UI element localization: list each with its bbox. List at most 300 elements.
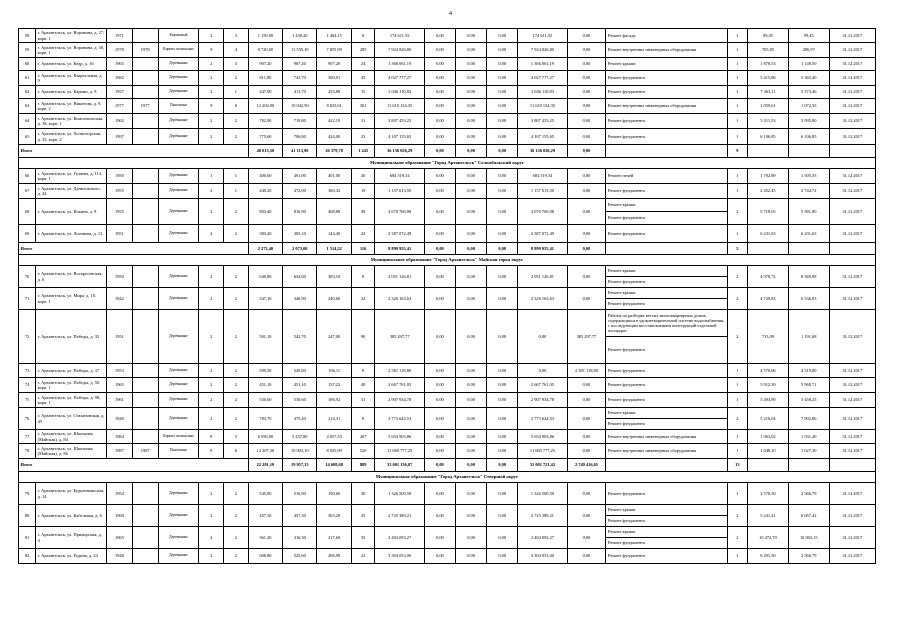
max-unit-cost: 5 968,71 [788, 378, 829, 393]
build-year: 1978 [107, 43, 133, 58]
fund-regional: 0,00 [455, 549, 486, 564]
commission-year [132, 129, 158, 145]
repair-work-item: Работы по разборке ветхих многоквартирных домов, содержащихся в удовлетворительной системе водоснабжения, с последующим восстановлением конструкций отдельной площадки [607, 312, 725, 334]
subtotal-c2: 0,00 [424, 459, 455, 472]
fund-owners: 4 670 760,08 [518, 199, 567, 225]
repair-cost: 2 725 389,21 [375, 505, 424, 527]
fund-municipal: 0,00 [487, 364, 518, 378]
fund-owners: 11 610 134,35 [518, 99, 567, 114]
fund-other: 0,00 [567, 169, 606, 184]
wall-material: Деревянные [158, 288, 199, 310]
fund-owners: 2 725 389,21 [518, 505, 567, 527]
total-area: 400,60 [248, 169, 282, 184]
completion-date: 31.12.2017 [829, 225, 875, 243]
fund-regional: 0,00 [455, 114, 486, 129]
wall-material: Деревянные [158, 129, 199, 145]
max-unit-cost: 99,45 [788, 29, 829, 43]
work-count: 1 [727, 58, 747, 71]
entrances: 2 [224, 114, 249, 129]
repair-works [606, 225, 727, 243]
subtotal-empty [829, 459, 875, 472]
fund-other: 0,00 [567, 86, 606, 99]
max-unit-cost: 4 519,80 [788, 364, 829, 378]
floors: 9 [199, 43, 224, 58]
fund-federal: 0,00 [424, 444, 455, 459]
entrances: 2 [224, 199, 249, 225]
wall-material: Деревянные [158, 310, 199, 364]
house-address: г. Архангельск, ул. Воскресенская, д. 6 [36, 266, 107, 288]
total-area: 782,90 [248, 114, 282, 129]
max-unit-cost: 1 191,68 [788, 310, 829, 364]
floors: 2 [199, 184, 224, 199]
house-row [19, 86, 876, 99]
fund-other: 2 581 118,80 [567, 364, 606, 378]
subtotal-empty [788, 145, 829, 158]
residents-count: 24 [351, 58, 375, 71]
total-area: 383,20 [248, 225, 282, 243]
entrances: 1 [224, 86, 249, 99]
repair-cost: 3 046 110,83 [375, 86, 424, 99]
house-address: г. Архангельск, ул. Квартальная, д. 9 [36, 71, 107, 86]
completion-date: 31.12.2017 [829, 114, 875, 129]
floors: 2 [199, 199, 224, 225]
residential-area: 247,00 [317, 310, 351, 364]
work-count: 2 [727, 527, 747, 549]
subtotal-empty [748, 145, 789, 158]
fund-regional: 0,00 [455, 310, 486, 364]
residents-count: 301 [351, 99, 375, 114]
fund-municipal: 0,00 [487, 408, 518, 430]
district-section-row [19, 255, 876, 266]
total-area: 599,50 [248, 364, 282, 378]
fund-other: 0,00 [567, 408, 606, 430]
floors: 2 [199, 29, 224, 43]
house-row [19, 114, 876, 129]
row-number: 62 [19, 86, 36, 99]
completion-date: 31.12.2017 [829, 99, 875, 114]
build-year: 1950 [107, 169, 133, 184]
row-number: 59 [19, 43, 36, 58]
subtotal-c5: 36 136 026,29 [518, 145, 567, 158]
entrances: 2 [224, 225, 249, 243]
subtotal-empty [748, 459, 789, 472]
unit-cost: 5 241,41 [748, 505, 789, 527]
max-unit-cost: 5 581,80 [788, 199, 829, 225]
fund-regional: 0,00 [455, 29, 486, 43]
fund-owners: 3 807 453,25 [518, 114, 567, 129]
residential-area: 907,20 [317, 58, 351, 71]
floors: 2 [199, 86, 224, 99]
entrances: 2 [224, 408, 249, 430]
repair-work-item: Ремонт фундамента [606, 211, 726, 224]
unit-cost: 5 311,53 [748, 114, 789, 129]
floors: 2 [199, 129, 224, 145]
max-unit-cost: 1 505,35 [788, 169, 829, 184]
residents-count: 0 [351, 408, 375, 430]
repair-work-item: Ремонт фундамента [606, 418, 726, 429]
completion-date: 31.12.2017 [829, 408, 875, 430]
fund-owners: 4 107 155,65 [518, 129, 567, 145]
repair-work-item: Ремонт крыши [607, 410, 636, 416]
fund-municipal: 0,00 [487, 505, 518, 527]
total-area: 12 204,90 [248, 99, 282, 114]
fund-regional: 0,00 [455, 430, 486, 444]
repair-cost: 3 807 453,25 [375, 114, 424, 129]
repair-work-item: Ремонт фундамента [607, 89, 645, 95]
residents-count: 40 [351, 378, 375, 393]
total-area: 361,20 [248, 527, 282, 549]
fund-municipal: 0,00 [487, 169, 518, 184]
fund-municipal: 0,00 [487, 266, 518, 288]
fund-other: 0,00 [567, 430, 606, 444]
build-year: 1961 [107, 393, 133, 408]
house-address: г. Архангельск, ул. Карпин, д. 8 [36, 86, 107, 99]
fund-other: 0,00 [567, 43, 606, 58]
build-year: 1951 [107, 225, 133, 243]
fund-federal: 0,00 [424, 99, 455, 114]
max-unit-cost: 1 031,40 [788, 430, 829, 444]
fund-owners: 3 773 644,53 [518, 408, 567, 430]
subtotal-c4: 0,00 [487, 243, 518, 255]
max-unit-cost: 6 231,63 [788, 225, 829, 243]
entrances: 2 [224, 549, 249, 564]
total-area: 640,80 [248, 266, 282, 288]
subtotal-empty [788, 459, 829, 472]
subtotal-empty [788, 243, 829, 255]
wall-material: Деревянные [158, 364, 199, 378]
premises-area: 719,80 [283, 114, 317, 129]
house-row [19, 393, 876, 408]
unit-cost: 10 472,70 [748, 527, 789, 549]
premises-area: 530,60 [283, 393, 317, 408]
premises-area: 457,30 [283, 505, 317, 527]
max-unit-cost: 2 566,79 [788, 549, 829, 564]
repair-works [606, 549, 727, 564]
residential-area: 401,00 [317, 169, 351, 184]
fund-municipal: 0,00 [487, 199, 518, 225]
subtotal-c4: 0,00 [487, 145, 518, 158]
residents-count: 26 [351, 169, 375, 184]
residents-count: 25 [351, 505, 375, 527]
page-number: 4 [449, 11, 452, 17]
max-unit-cost: 5 995,80 [788, 114, 829, 129]
max-unit-cost: 5 365,40 [788, 71, 829, 86]
fund-owners: 11 669 777,25 [518, 444, 567, 459]
subtotal-cost: 8 899 955,41 [375, 243, 424, 255]
total-area: 12 307,30 [248, 444, 282, 459]
floors: 2 [199, 310, 224, 364]
fund-federal: 0,00 [424, 505, 455, 527]
fund-municipal: 0,00 [487, 430, 518, 444]
fund-municipal: 0,00 [487, 378, 518, 393]
fund-federal: 0,00 [424, 378, 455, 393]
floors: 2 [199, 393, 224, 408]
row-number: 72 [19, 310, 36, 364]
fund-owners: 174 611,55 [518, 29, 567, 43]
residents-count: 22 [351, 288, 375, 310]
unit-cost: 6 231,63 [748, 225, 789, 243]
fund-regional: 0,00 [455, 129, 486, 145]
work-count: 1 [727, 169, 747, 184]
subtotal-a3: 14 608,68 [317, 459, 351, 472]
house-row [19, 378, 876, 393]
house-address: г. Архангельск, ул. Логинова, д. 13 [36, 225, 107, 243]
repair-work-item: Ремонт печей [607, 173, 634, 179]
fund-other: 0,00 [567, 505, 606, 527]
subtotal-works-cell [606, 243, 727, 255]
residential-area: 422,10 [317, 114, 351, 129]
row-number: 78 [19, 444, 36, 459]
premises-area: 542,70 [283, 310, 317, 364]
row-number: 64 [19, 114, 36, 129]
premises-area: 11 559,10 [283, 43, 317, 58]
subtotal-a3: 26 379,78 [317, 145, 351, 158]
fund-municipal: 0,00 [487, 527, 518, 549]
fund-owners: 4 027 777,27 [518, 71, 567, 86]
wall-material: Деревянные [158, 225, 199, 243]
max-unit-cost: 2 566,79 [788, 483, 829, 505]
max-unit-cost: 5 458,25 [788, 393, 829, 408]
wall-material: Деревянные [158, 169, 199, 184]
subtotal-c5: 8 899 955,41 [518, 243, 567, 255]
commission-year [132, 393, 158, 408]
subtotal-label: Итого [19, 243, 249, 255]
premises-area: 316,30 [283, 527, 317, 549]
completion-date: 31.12.2017 [829, 430, 875, 444]
fund-federal: 0,00 [424, 184, 455, 199]
repair-work-item: Ремонт крыши [607, 529, 636, 535]
floors: 2 [199, 408, 224, 430]
unit-cost: 1 702,89 [748, 169, 789, 184]
house-address: г. Архангельск, ул. Даниловского, д. 24 [36, 184, 107, 199]
subtotal-a2: 2 073,00 [283, 243, 317, 255]
entrances: 3 [224, 58, 249, 71]
fund-federal: 0,00 [424, 288, 455, 310]
subtotal-works-cell [606, 459, 727, 472]
work-count: 1 [727, 378, 747, 393]
entrances: 2 [224, 288, 249, 310]
unit-cost: 5 718,05 [748, 199, 789, 225]
repair-cost: 2 667 761,05 [375, 378, 424, 393]
repair-works [606, 527, 727, 549]
unit-cost: 4 729,83 [748, 288, 789, 310]
residential-area: 190,60 [317, 483, 351, 505]
unit-cost: 713,09 [748, 310, 789, 364]
fund-other: 0,00 [567, 393, 606, 408]
house-row [19, 288, 876, 310]
fund-owners: 2 404 093,27 [518, 527, 567, 549]
completion-date: 31.12.2017 [829, 199, 875, 225]
repair-works [606, 114, 727, 129]
subtotal-res: 889 [351, 459, 375, 472]
max-unit-cost: 2 744,72 [788, 184, 829, 199]
fund-other: 0,00 [567, 527, 606, 549]
wall-material: Деревянные [158, 114, 199, 129]
subtotal-work-count: 5 [727, 243, 747, 255]
wall-material: Деревянные [158, 266, 199, 288]
residential-area: 196,11 [317, 364, 351, 378]
build-year: 1957 [107, 86, 133, 99]
premises-area: 475,40 [283, 408, 317, 430]
repair-cost: 4 027 777,27 [375, 71, 424, 86]
subtotal-cost: 33 001 136,07 [375, 459, 424, 472]
completion-date: 31.12.2017 [829, 483, 875, 505]
unit-cost: 99,45 [748, 29, 789, 43]
max-unit-cost: 6 536,83 [788, 288, 829, 310]
district-heading: Муниципальное образование "Город Архангельск" Северный округ [19, 472, 876, 483]
completion-date: 31.12.2017 [829, 184, 875, 199]
commission-year [132, 114, 158, 129]
fund-regional: 0,00 [455, 266, 486, 288]
fund-municipal: 0,00 [487, 29, 518, 43]
completion-date: 31.12.2017 [829, 393, 875, 408]
entrances: 2 [224, 129, 249, 145]
house-row [19, 71, 876, 86]
completion-date: 31.12.2017 [829, 310, 875, 364]
fund-federal: 0,00 [424, 408, 455, 430]
fund-owners: 1 366 061,19 [518, 58, 567, 71]
fund-regional: 0,00 [455, 58, 486, 71]
premises-area: 816,90 [283, 199, 317, 225]
residential-area: 303,20 [317, 505, 351, 527]
wall-material: Деревянные [158, 549, 199, 564]
fund-owners: 2 667 761,05 [518, 378, 567, 393]
premises-area: 516,90 [283, 483, 317, 505]
house-row [19, 310, 876, 364]
unit-cost: 6 291,50 [748, 549, 789, 564]
unit-cost: 5 415,86 [748, 71, 789, 86]
fund-federal: 0,00 [424, 266, 455, 288]
work-count: 2 [727, 505, 747, 527]
residents-count: 23 [351, 549, 375, 564]
subtotal-c6: 0,00 [567, 243, 606, 255]
residential-area: 266,90 [317, 549, 351, 564]
commission-year [132, 527, 158, 549]
entrances: 3 [224, 430, 249, 444]
completion-date: 31.12.2017 [829, 527, 875, 549]
work-count: 1 [727, 114, 747, 129]
work-count: 1 [727, 71, 747, 86]
premises-area: 346,90 [283, 288, 317, 310]
repair-cost: 11 669 777,25 [375, 444, 424, 459]
house-address: г. Архангельск, ул. Школьная (Майская), д. 84 [36, 430, 107, 444]
residents-count: 31 [351, 393, 375, 408]
repair-work-item: Ремонт внутренних инженерных оборудования [607, 433, 697, 439]
residents-count: 285 [351, 43, 375, 58]
fund-municipal: 0,00 [487, 225, 518, 243]
repair-works [606, 364, 727, 378]
fund-federal: 0,00 [424, 129, 455, 145]
build-year: 1987 [107, 444, 133, 459]
commission-year [132, 378, 158, 393]
fund-federal: 0,00 [424, 29, 455, 43]
premises-area: 525,60 [283, 549, 317, 564]
row-number: 68 [19, 199, 36, 225]
commission-year [132, 225, 158, 243]
commission-year [132, 71, 158, 86]
house-row [19, 58, 876, 71]
residents-count: 23 [351, 129, 375, 145]
unit-cost: 2 578,50 [748, 483, 789, 505]
repair-work-item: Ремонт внутренних инженерных оборудования [607, 47, 697, 53]
premises-area: 451,10 [283, 378, 317, 393]
district-heading: Муниципальное образование "Город Архангельск" Майская горка округ [19, 255, 876, 266]
unit-cost: 1 059,61 [748, 99, 789, 114]
subtotal-label: Итого [19, 459, 249, 472]
fund-regional: 0,00 [455, 364, 486, 378]
build-year: 1960 [107, 505, 133, 527]
house-address: г. Архангельск, ул. Холмогорская, д. 35, корп. 2 [36, 129, 107, 145]
max-unit-cost: 6 057,42 [788, 505, 829, 527]
commission-year [132, 364, 158, 378]
subtotal-row [19, 145, 876, 158]
build-year: 1965 [107, 527, 133, 549]
wall-material: Деревянные [158, 483, 199, 505]
residential-area: 8 925,99 [317, 444, 351, 459]
subtotal-work-count: 13 [727, 459, 747, 472]
fund-other: 0,00 [567, 114, 606, 129]
fund-other: 0,00 [567, 29, 606, 43]
fund-municipal: 0,00 [487, 58, 518, 71]
residential-area: 408,80 [317, 199, 351, 225]
house-address: г. Архангельск, ул. Школьная (Майская), д. 86 [36, 444, 107, 459]
commission-year [132, 86, 158, 99]
repair-work-item: Ремонт фундамента [606, 537, 726, 548]
house-address: г. Архангельск, ул. Победы, д. 98, корп. 1 [36, 393, 107, 408]
build-year: 1940 [107, 408, 133, 430]
repair-work-item: Ремонт крыши [607, 202, 636, 208]
row-number: 81 [19, 527, 36, 549]
fund-regional: 0,00 [455, 444, 486, 459]
residents-count: 207 [351, 430, 375, 444]
premises-area: 743,70 [283, 71, 317, 86]
completion-date: 31.12.2017 [829, 86, 875, 99]
completion-date: 31.12.2017 [829, 71, 875, 86]
repair-work-item: Ремонт фундамента [606, 515, 726, 526]
work-count: 1 [727, 99, 747, 114]
repair-cost: 1 326 500,50 [375, 483, 424, 505]
fund-owners: 684 519,34 [518, 169, 567, 184]
work-count: 1 [727, 430, 747, 444]
unit-cost: 5 493,89 [748, 393, 789, 408]
commission-year: 1987 [132, 444, 158, 459]
housing-register-table [18, 28, 876, 564]
entrances: 2 [224, 527, 249, 549]
total-area: 1 150,00 [248, 29, 282, 43]
repair-works [606, 99, 727, 114]
residents-count: 31 [351, 114, 375, 129]
residents-count: 15 [351, 86, 375, 99]
work-count: 1 [727, 225, 747, 243]
fund-municipal: 0,00 [487, 310, 518, 364]
fund-federal: 0,00 [424, 549, 455, 564]
residential-area: 424,00 [317, 129, 351, 145]
build-year: 1954 [107, 483, 133, 505]
work-count: 1 [727, 43, 747, 58]
residential-area: 7 855,99 [317, 43, 351, 58]
row-number: 69 [19, 225, 36, 243]
repair-cost: 4 107 155,65 [375, 129, 424, 145]
fund-regional: 0,00 [455, 199, 486, 225]
premises-area: 1 430,20 [283, 29, 317, 43]
repair-cost: 2 907 934,78 [375, 393, 424, 408]
build-year: 1982 [107, 71, 133, 86]
completion-date: 31.12.2017 [829, 444, 875, 459]
fund-municipal: 0,00 [487, 444, 518, 459]
residents-count: 30 [351, 483, 375, 505]
repair-work-item: Ремонт фундамента [607, 382, 645, 388]
residential-area: 144,40 [317, 225, 351, 243]
